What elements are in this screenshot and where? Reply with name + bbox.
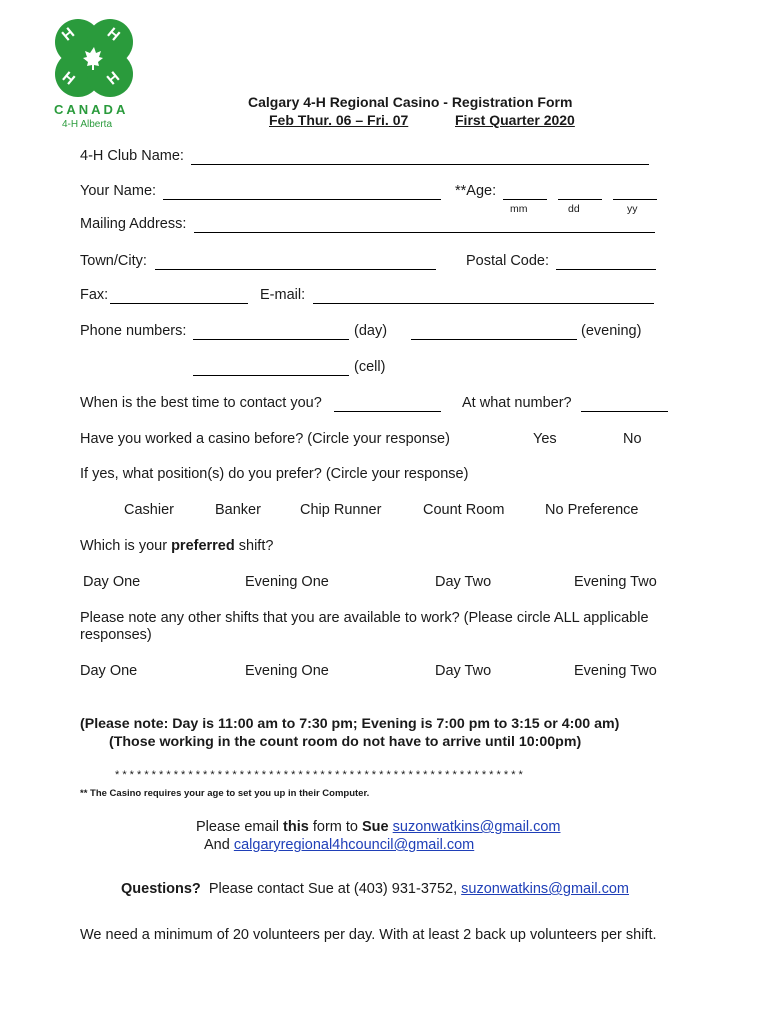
what-number-field[interactable] — [581, 411, 668, 412]
fax-field[interactable] — [110, 303, 248, 304]
email-prefix: Please email — [196, 819, 284, 835]
worked-before-question: Have you worked a casino before? (Circle your response) — [80, 431, 450, 447]
logo — [40, 14, 140, 132]
position-chip-runner[interactable]: Chip Runner — [300, 502, 382, 518]
council-email-line — [204, 837, 474, 853]
other-shifts-question-line1: Please note any other shifts that you are available to work? (Please circle ALL applicable — [80, 610, 649, 626]
star-divider: * * * * * * * * * * * * * * * * * * * * * * * * * * * * * * * * * * * * * * * * * * * * * * * * * * * * * * * * — [115, 769, 523, 781]
email-mid: form to — [308, 819, 363, 835]
your-name-field[interactable] — [163, 199, 441, 200]
hours-note: (Please note: Day is 11:00 am to 7:30 pm; Evening is 7:00 pm to 3:15 or 4:00 am) — [80, 716, 620, 732]
preferred-suffix: shift? — [234, 538, 274, 554]
age-yy-field[interactable] — [613, 199, 657, 200]
email-instruction — [196, 819, 560, 835]
preferred-evening-two[interactable]: Evening Two — [574, 574, 657, 590]
email-field[interactable] — [313, 303, 654, 304]
phone-day-field[interactable] — [193, 339, 349, 340]
best-time-field[interactable] — [334, 411, 441, 412]
worked-yes-option[interactable]: Yes — [533, 431, 557, 447]
clover-letter-2: H — [103, 24, 124, 45]
other-evening-one[interactable]: Evening One — [245, 663, 329, 679]
form-title: Calgary 4-H Regional Casino - Registration Form — [248, 94, 573, 110]
sue-email-link[interactable]: suzonwatkins@gmail.com — [392, 819, 561, 835]
position-count-room[interactable]: Count Room — [423, 502, 505, 518]
mailing-address-label: Mailing Address: — [80, 216, 187, 232]
fax-label: Fax: — [80, 287, 109, 303]
postal-code-field[interactable] — [556, 269, 656, 270]
logo-country: CANADA — [54, 102, 129, 117]
phone-evening-field[interactable] — [411, 339, 577, 340]
your-name-label: Your Name: — [80, 183, 157, 199]
phone-cell-suffix: (cell) — [354, 359, 386, 375]
questions-line — [121, 881, 629, 897]
club-name-label: 4-H Club Name: — [80, 148, 184, 164]
other-day-one[interactable]: Day One — [80, 663, 138, 679]
form-quarter: First Quarter 2020 — [455, 112, 575, 128]
town-city-field[interactable] — [155, 269, 436, 270]
best-time-label: When is the best time to contact you? — [80, 395, 322, 411]
phone-cell-field[interactable] — [193, 375, 349, 376]
count-room-note: (Those working in the count room do not have to arrive until 10:00pm) — [109, 734, 582, 750]
volunteers-footer: We need a minimum of 20 volunteers per day. With at least 2 back up volunteers per shift. — [80, 927, 657, 943]
age-yy-label: yy — [627, 203, 638, 215]
what-number-label: At what number? — [462, 395, 572, 411]
email-sue: Sue — [362, 819, 389, 835]
age-footnote: ** The Casino requires your age to set you up in their Computer. — [80, 788, 370, 799]
logo-province: 4-H Alberta — [62, 119, 113, 130]
questions-email-link[interactable]: suzonwatkins@gmail.com — [461, 881, 629, 897]
clover-letter-1: H — [58, 24, 79, 45]
age-dd-label: dd — [568, 203, 580, 215]
phone-label: Phone numbers: — [80, 323, 187, 339]
phone-day-suffix: (day) — [354, 323, 388, 339]
council-email-link[interactable]: calgaryregional4hcouncil@gmail.com — [233, 837, 475, 853]
preferred-prefix: Which is your — [80, 538, 172, 554]
position-banker[interactable]: Banker — [215, 502, 261, 518]
mailing-address-field[interactable] — [194, 232, 655, 233]
age-label: **Age: — [455, 183, 497, 199]
questions-text: Please contact Sue at (403) 931-3752, — [200, 881, 462, 897]
position-question: If yes, what position(s) do you prefer? (Circle your response) — [80, 466, 469, 482]
email-this: this — [283, 819, 309, 835]
age-dd-field[interactable] — [558, 199, 602, 200]
clover-letter-4: H — [103, 68, 124, 89]
other-evening-two[interactable]: Evening Two — [574, 663, 657, 679]
position-no-preference[interactable]: No Preference — [545, 502, 639, 518]
preferred-shift-question — [80, 538, 273, 554]
clover-letter-3: H — [58, 68, 79, 89]
preferred-evening-one[interactable]: Evening One — [245, 574, 329, 590]
email-label: E-mail: — [260, 287, 306, 303]
questions-label: Questions? — [121, 881, 201, 897]
preferred-day-one[interactable]: Day One — [83, 574, 141, 590]
four-h-clover-icon — [44, 14, 144, 104]
age-mm-label: mm — [510, 203, 528, 215]
other-shifts-question-line2: responses) — [80, 627, 152, 643]
and-label: And — [204, 837, 230, 853]
position-cashier[interactable]: Cashier — [124, 502, 174, 518]
club-name-field[interactable] — [191, 164, 649, 165]
preferred-day-two[interactable]: Day Two — [435, 574, 492, 590]
town-city-label: Town/City: — [80, 253, 147, 269]
form-dates: Feb Thur. 06 – Fri. 07 — [269, 112, 409, 128]
age-mm-field[interactable] — [503, 199, 547, 200]
postal-code-label: Postal Code: — [466, 253, 550, 269]
worked-no-option[interactable]: No — [623, 431, 642, 447]
preferred-bold: preferred — [171, 538, 235, 554]
other-day-two[interactable]: Day Two — [435, 663, 492, 679]
phone-evening-suffix: (evening) — [581, 323, 642, 339]
